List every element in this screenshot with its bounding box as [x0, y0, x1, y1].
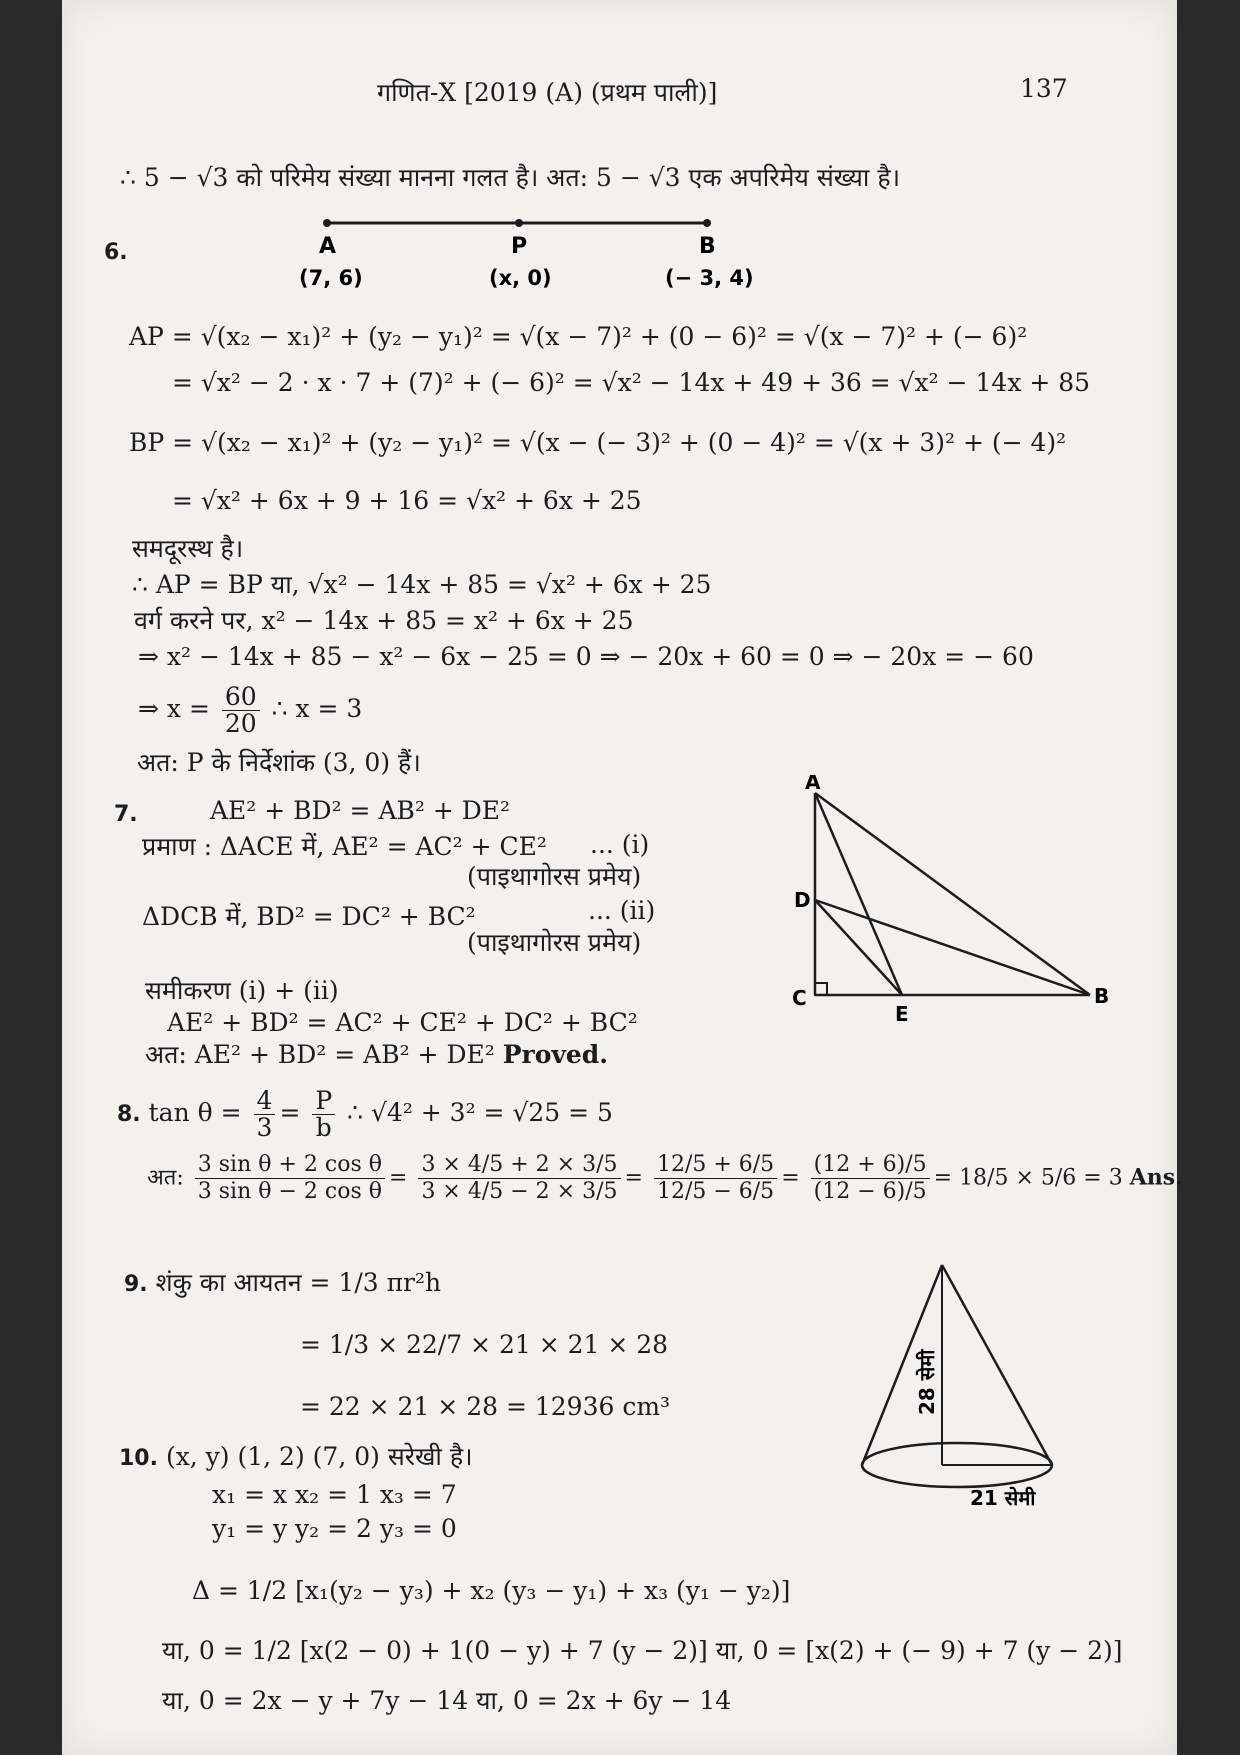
point-b-coord: (− 3, 4) [665, 266, 754, 290]
q9-line-3: = 22 × 21 × 28 = 12936 cm³ [300, 1392, 671, 1421]
q7-final-line [145, 1040, 608, 1070]
question-7-number: 7. [114, 802, 138, 827]
q8-f1-num: 4 [254, 1088, 276, 1115]
q7-combine: समीकरण (i) + (ii) [145, 976, 339, 1005]
vertex-a-label: A [805, 775, 821, 794]
q8-step1-fraction [418, 1152, 620, 1205]
q7-sum: AE² + BD² = AC² + CE² + DC² + BC² [167, 1008, 638, 1037]
page-header-title: गणित-X [2019 (A) (प्रथम पाली)] [377, 78, 718, 107]
q9-line-1 [124, 1268, 441, 1300]
q8-fraction-4-3 [254, 1088, 276, 1141]
q6-bp-line1: BP = √(x₂ − x₁)² + (y₂ − y₁)² = √(x − (− 3)² + (0 − 4)² = √(x + 3)² + (− 4)² [129, 428, 1067, 457]
q8-lhs-num: 3 sin θ + 2 cos θ [195, 1152, 385, 1179]
q8-prefix: अत: [147, 1165, 184, 1191]
page-number: 137 [1020, 74, 1068, 103]
q6-eq4-numerator: 60 [222, 684, 260, 711]
q6-line-segment-figure [297, 205, 817, 295]
q6-ap-line2: = √x² − 2 · x · 7 + (7)² + (− 6)² = √x² − 14x + 49 + 36 = √x² − 14x + 85 [172, 368, 1091, 397]
q6-eq4-prefix: ⇒ x = [138, 694, 210, 723]
q10-line-1 [119, 1442, 473, 1474]
point-p-dot [515, 219, 523, 227]
point-p-label: P [511, 234, 528, 259]
q7-proof-line-2: ΔDCB में, BD² = DC² + BC² [142, 902, 476, 931]
q7-proof-line-1: प्रमाण : ΔACE में, AE² = AC² + CE² [142, 832, 547, 861]
vertex-b-label: B [1094, 984, 1110, 1008]
q8-f1-den: 3 [256, 1113, 273, 1142]
q9-cone-figure [852, 1255, 1152, 1515]
q7-theorem-2: (पाइथागोरस प्रमेय) [467, 928, 642, 957]
side-ab [815, 793, 1090, 995]
q10-line-3: y₁ = y y₂ = 2 y₃ = 0 [212, 1514, 457, 1543]
segment-db [815, 900, 1090, 995]
right-angle-mark [815, 983, 827, 995]
cone-height-label: 28 सेमी [915, 1349, 939, 1415]
q6-equidistant: समदूरस्थ है। [132, 534, 244, 563]
q9-volume: शंकु का आयतन = 1/3 πr²h [155, 1268, 442, 1297]
vertex-c-label: C [792, 986, 807, 1010]
q8-fraction-p-b [312, 1088, 335, 1141]
question-8-number: 8. [117, 1102, 141, 1127]
document-page [62, 0, 1183, 1755]
q6-eq4-fraction [222, 684, 260, 737]
q8-tan-prefix: tan θ = [148, 1098, 242, 1127]
question-6-number: 6. [104, 240, 128, 265]
q6-ap-line1: AP = √(x₂ − x₁)² + (y₂ − y₁)² = √(x − 7)² + (0 − 6)² = √(x − 7)² + (− 6)² [129, 322, 1028, 351]
q8-ans: Ans. [1129, 1164, 1183, 1191]
q8-lhs-den: 3 sin θ − 2 cos θ [197, 1179, 382, 1204]
cone-right-edge [942, 1265, 1052, 1465]
cone-radius-label: 21 सेमी [970, 1486, 1036, 1510]
intro-conclusion: ∴ 5 − √3 को परिमेय संख्या मानना गलत है। अत: 5 − √3 एक अपरिमेय संख्या है। [120, 163, 901, 192]
q10-collinear: (x, y) (1, 2) (7, 0) सरेखी है। [165, 1442, 473, 1471]
point-b-dot [703, 219, 711, 227]
question-10-number: 10. [119, 1446, 158, 1471]
q8-line-2: अत: $\frac{\text{3 sin θ + 2 cos θ}}{\text{3 sin θ − 2 cos θ}}$ = $\frac{3 \times 4/5 + 2 \times 3/5}{3 \times 4/5 - 2 \times 3/5}$ = $\frac{12/5 + 6/5}{12/5 - 6/5}$ = $\frac{(12 + 6)/5}{(12 - 6)/5}$ = 18/5 × 5/6 = 3 Ans. [147, 1152, 1183, 1204]
question-9-number: 9. [124, 1272, 148, 1297]
q7-statement: AE² + BD² = AB² + DE² [210, 796, 511, 825]
q8-lhs-fraction [195, 1152, 385, 1205]
q7-ref-2: ... (ii) [588, 896, 656, 925]
q10-line-2: x₁ = x x₂ = 1 x₃ = 7 [212, 1480, 457, 1509]
q6-eq4-denominator: 20 [224, 709, 257, 738]
segment-ae [815, 793, 902, 995]
q8-step1-num: 3 × 4/5 + 2 × 3/5 [418, 1152, 620, 1179]
q9-line-2: = 1/3 × 22/7 × 21 × 21 × 28 [300, 1330, 669, 1359]
q7-final: अत: AE² + BD² = AB² + DE² [145, 1040, 495, 1069]
point-p-coord: (x, 0) [489, 266, 552, 290]
q8-step3-num: (12 + 6)/5 [811, 1152, 930, 1179]
q8-line1-suffix: ∴ √4² + 3² = √25 = 5 [347, 1098, 613, 1127]
point-b-label: B [699, 234, 716, 259]
q8-step2-num: 12/5 + 6/5 [654, 1152, 777, 1179]
q6-equation-1: ∴ AP = BP या, √x² − 14x + 85 = √x² + 6x + 25 [132, 570, 712, 599]
q8-step3-den: (12 − 6)/5 [813, 1179, 927, 1204]
q10-line-5: या, 0 = 1/2 [x(2 − 0) + 1(0 − y) + 7 (y − 2)] या, 0 = [x(2) + (− 9) + 7 (y − 2)] [162, 1636, 1123, 1665]
q6-bp-line2: = √x² + 6x + 9 + 16 = √x² + 6x + 25 [172, 486, 642, 515]
q8-f2-den: b [315, 1113, 332, 1142]
point-a-dot [323, 219, 331, 227]
q8-f2-num: P [312, 1088, 335, 1115]
q7-theorem-1: (पाइथागोरस प्रमेय) [467, 862, 642, 891]
q8-step2-fraction [654, 1152, 777, 1205]
q6-conclusion: अत: P के निर्देशांक (3, 0) हैं। [137, 748, 421, 777]
q6-eq4-suffix: ∴ x = 3 [271, 694, 363, 723]
q10-line-4: Δ = 1/2 [x₁(y₂ − y₃) + x₂ (y₃ − y₁) + x₃ (y₁ − y₂)] [192, 1576, 791, 1605]
q6-equation-2: वर्ग करने पर, x² − 14x + 85 = x² + 6x + 25 [134, 606, 634, 635]
vertex-e-label: E [895, 1002, 909, 1025]
q8-line-1: 8. tan θ = $\frac{4}{3}$ = $\frac{P}{b}$ ∴ √4² + 3² = √25 = 5 [117, 1086, 613, 1142]
q10-line-6: या, 0 = 2x − y + 7y − 14 या, 0 = 2x + 6y − 14 [162, 1686, 732, 1715]
q8-step4: 18/5 × 5/6 = 3 [959, 1165, 1123, 1191]
vertex-d-label: D [794, 888, 811, 912]
point-a-coord: (7, 6) [299, 266, 363, 290]
q7-ref-1: ... (i) [590, 830, 650, 859]
q7-proved: Proved. [502, 1040, 608, 1069]
q6-equation-3: ⇒ x² − 14x + 85 − x² − 6x − 25 = 0 ⇒ − 20x + 60 = 0 ⇒ − 20x = − 60 [138, 642, 1034, 671]
q8-step1-den: 3 × 4/5 − 2 × 3/5 [421, 1179, 618, 1204]
q7-triangle-figure [722, 775, 1142, 1025]
point-a-label: A [319, 234, 337, 259]
q8-step2-den: 12/5 − 6/5 [656, 1179, 775, 1204]
q6-equation-4 [138, 684, 362, 737]
q8-step3-fraction [811, 1152, 930, 1205]
